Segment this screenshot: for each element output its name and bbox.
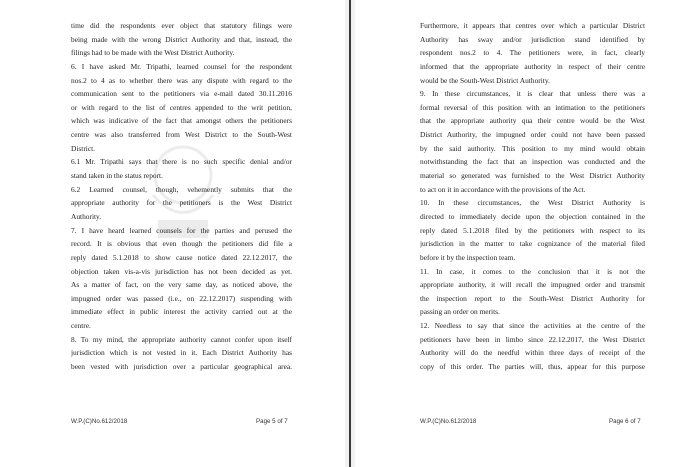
text-line: nos.2 to 4 as to whether there was any dispute with regard to the (71, 75, 292, 85)
text-line: material so generated was furnished to the West District Authority (420, 171, 645, 181)
text-line: reply dated 5.1.2018 to show cause notice dated 22.12.2017, the (71, 252, 292, 262)
text-line: copy of this order. The parties will, thus, appear for this purpose (420, 362, 645, 372)
text-line: appropriate authority for the petitioners is the West District (71, 198, 292, 208)
text-line: that the appropriate authority qua their centre would be the West (420, 116, 645, 126)
text-line: communication sent to the petitioners via e-mail dated 30.11.2016 (71, 89, 292, 99)
text-line: jurisdiction in the matter to take cognizance of the material filed (420, 239, 645, 249)
text-line: by the said authority. This position to my mind would obtain (420, 143, 645, 153)
text-line: District Authority, the impugned order could not have been passed (420, 130, 645, 140)
text-line: formal reversal of this position with an intimation to the petitioners (420, 102, 645, 112)
text-line: Authority has sway and/or jurisdiction stand identified by (420, 34, 645, 44)
text-line: petitioners have been in limbo since 22.12.2017, the West District (420, 334, 645, 344)
right-page (355, 0, 700, 467)
text-line: 8. To my mind, the appropriate authority cannot confer upon itself (71, 334, 292, 344)
text-line: jurisdiction which is not vested in it. Each District Authority has (71, 348, 292, 358)
text-line: Authority will do the needful within three days of receipt of the (420, 348, 645, 358)
text-line: which was indicative of the fact that amongst others the petitioners (71, 116, 292, 126)
text-line: As a matter of fact, on the very same day, as noticed above, the (71, 280, 292, 290)
text-line: Furthermore, it appears that centres over which a particular District (420, 21, 645, 30)
text-line: notwithstanding the fact that an inspection was conducted and the (420, 157, 645, 167)
text-line: to act on it in accordance with the provisions of the Act. (420, 184, 586, 194)
left-page-body (71, 19, 292, 374)
right-footer-case-number: W.P.(C)No.612/2018 (420, 418, 477, 425)
text-line: being made with the wrong District Authority and that, instead, the (71, 34, 292, 44)
text-line: or with regard to the list of centres appended to the writ petition, (71, 102, 292, 112)
text-line: before it by the inspection team. (420, 252, 516, 262)
text-line: Authority. (71, 211, 102, 221)
text-line: 6. I have asked Mr. Tripathi, learned counsel for the respondent (71, 61, 292, 71)
text-line: centre was also transferred from West District to the South-West (71, 130, 292, 140)
text-line: the inspection report to the South-West District Authority for (420, 293, 645, 303)
text-line: reply dated 5.1.2018 filed by the petitioners with respect to its (420, 225, 645, 235)
text-line: stand taken in the status report. (71, 171, 163, 181)
right-footer-page-number: Page 6 of 7 (609, 418, 641, 425)
text-line: informed that the appropriate authority in respect of their centre (420, 61, 645, 71)
text-line: respondent nos.2 to 4. The petitioners were, in fact, clearly (420, 48, 645, 58)
left-page (0, 0, 345, 467)
text-line: filings had to be made with the West District Authority. (71, 48, 235, 58)
right-page-body (420, 19, 645, 374)
left-footer-case-number: W.P.(C)No.612/2018 (71, 418, 128, 425)
text-line: 11. In case, it comes to the conclusion that it is not the (420, 266, 645, 276)
text-line: impugned order was passed (i.e., on 22.12.2017) suspending with (71, 293, 292, 303)
text-line: 9. In these circumstances, it is clear that unless there was a (420, 89, 645, 99)
text-line: immediate effect in public interest the activity carried out at the (71, 307, 292, 317)
text-line: been vested with jurisdiction over a particular geographical area. (71, 362, 292, 372)
text-line: District. (71, 143, 96, 153)
text-line: appropriate authority, it will recall the impugned order and transmit (420, 280, 645, 290)
text-line: 12. Needless to say that since the activities at the centre of the (420, 321, 645, 331)
text-line: passing an order on merits. (420, 307, 500, 317)
text-line: 6.2 Learned counsel, though, vehemently submits that the (71, 184, 292, 194)
text-line: 7. I have heard learned counsels for the parties and perused the (71, 225, 292, 235)
text-line: record. It is obvious that even though the petitioners did file a (71, 239, 292, 249)
text-line: centre. (71, 321, 91, 331)
left-footer-page-number: Page 5 of 7 (256, 418, 288, 425)
text-line: time did the respondents ever object that statutory filings were (71, 21, 292, 30)
text-line: 6.1 Mr. Tripathi says that there is no such specific denial and/or (71, 157, 292, 167)
text-line: would be the South-West District Authority. (420, 75, 550, 85)
text-line: 10. In these circumstances, the West District Authority is (420, 198, 645, 208)
page-divider (345, 0, 355, 467)
text-line: objection taken vis-a-vis jurisdiction has not been decided as yet. (71, 266, 292, 276)
text-line: directed to immediately decide upon the objection contained in the (420, 211, 645, 221)
